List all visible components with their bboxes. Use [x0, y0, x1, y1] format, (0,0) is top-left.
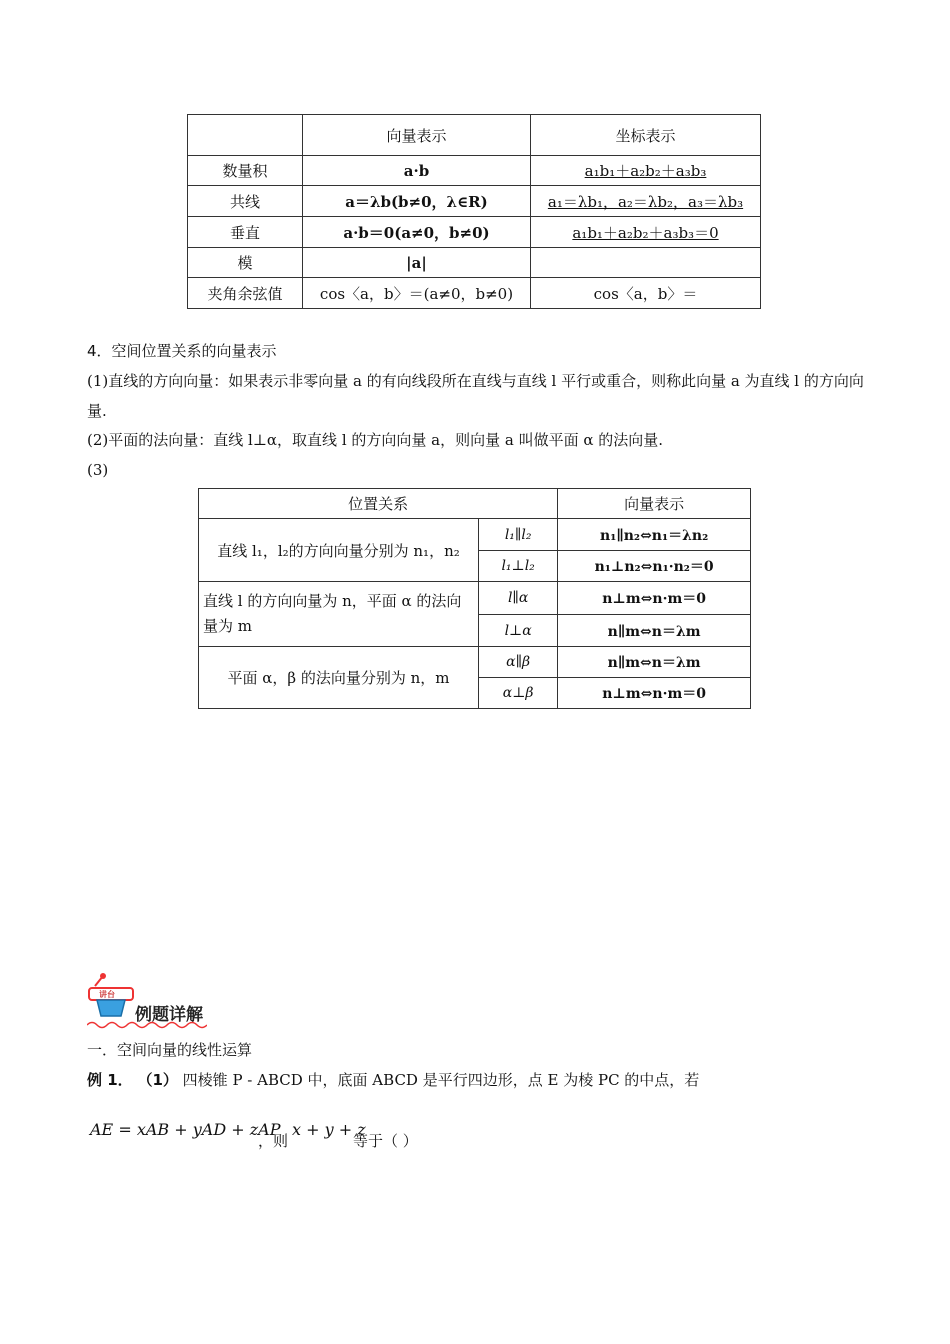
example-part: （1）: [137, 1071, 178, 1089]
table1-row-vector: cos〈a，b〉＝(a≠0，b≠0): [303, 278, 531, 309]
formula-tail-2: 等于（ ）: [353, 1132, 418, 1150]
formula-tail-1: ，则: [258, 1132, 289, 1150]
table2-header-relation: 位置关系: [199, 489, 558, 519]
example-text: 四棱锥 P - ABCD 中，底面 ABCD 是平行四边形，点 E 为棱 PC 的中点，若: [182, 1071, 700, 1089]
wavy-underline: [87, 1020, 207, 1030]
table2-vector: n₁∥n₂⇔n₁＝λn₂: [558, 519, 751, 551]
table2-relation: α∥β: [479, 647, 558, 678]
table1-row-label: 共线: [188, 186, 303, 217]
table1-row-coord: a₁b₁＋a₂b₂＋a₃b₃＝0: [531, 217, 761, 248]
table1-row-label: 模: [188, 248, 303, 278]
banner-title: 例题详解: [135, 1005, 203, 1025]
section4-paragraph-3: (3): [87, 461, 109, 479]
formula-sum: x + y + z: [292, 1120, 366, 1139]
table2-header-vector: 向量表示: [558, 489, 751, 519]
table1-row-vector: a·b: [303, 156, 531, 186]
table1-row-vector: |a|: [303, 248, 531, 278]
table1-header-vector: 向量表示: [303, 115, 531, 156]
table1-row-vector: a＝λb(b≠0，λ∈R): [303, 186, 531, 217]
section4-paragraph-2: (2)平面的法向量：直线 l⊥α，取直线 l 的方向向量 a，则向量 a 叫做平面 α 的法向量.: [87, 431, 664, 449]
table2-relation: l∥α: [479, 582, 558, 615]
table2-relation: l⊥α: [479, 615, 558, 647]
section4-paragraph-1: (1)直线的方向向量：如果表示非零向量 a 的有向线段所在直线与直线 l 平行或重合，则称此向量 a 为直线 l 的方向向量.: [87, 372, 864, 420]
table2-vector: n∥m⇔n＝λm: [558, 647, 751, 678]
example-formula: AE = xAB + yAD + zAP: [90, 1120, 281, 1139]
table2-group-desc: 直线 l 的方向向量为 n，平面 α 的法向量为 m: [199, 582, 479, 647]
example-line: [87, 1065, 877, 1095]
section4-heading: 4．空间位置关系的向量表示: [87, 342, 277, 360]
table2-vector: n₁⊥n₂⇔n₁·n₂＝0: [558, 551, 751, 582]
table1-header-coord: 坐标表示: [531, 115, 761, 156]
table1-row-label: 数量积: [188, 156, 303, 186]
table2-relation: l₁∥l₂: [479, 519, 558, 551]
table2-vector: n⊥m⇔n·m＝0: [558, 582, 751, 615]
table1-row-label: 垂直: [188, 217, 303, 248]
table1-row-coord: [531, 248, 761, 278]
table2-relation: l₁⊥l₂: [479, 551, 558, 582]
table1-row-vector: a·b＝0(a≠0，b≠0): [303, 217, 531, 248]
table2-group-desc: 直线 l₁，l₂的方向向量分别为 n₁，n₂: [199, 519, 479, 582]
table2-group-desc: 平面 α，β 的法向量分别为 n，m: [199, 647, 479, 709]
lectern-label: 讲台: [99, 989, 115, 999]
table2-relation: α⊥β: [479, 678, 558, 709]
vector-operations-table: [187, 114, 761, 309]
table1-row-coord: a₁＝λb₁，a₂＝λb₂，a₃＝λb₃: [531, 186, 761, 217]
table1-row-coord: a₁b₁＋a₂b₂＋a₃b₃: [531, 156, 761, 186]
spatial-relation-table: [198, 488, 751, 709]
table1-row-label: 夹角余弦值: [188, 278, 303, 309]
table1-row-coord: cos〈a，b〉＝: [531, 278, 761, 309]
example-label: 例 1．: [87, 1071, 133, 1089]
table2-vector: n⊥m⇔n·m＝0: [558, 678, 751, 709]
table1-header-empty: [188, 115, 303, 156]
section1-heading: 一．空间向量的线性运算: [87, 1041, 253, 1059]
table2-vector: n∥m⇔n＝λm: [558, 615, 751, 647]
